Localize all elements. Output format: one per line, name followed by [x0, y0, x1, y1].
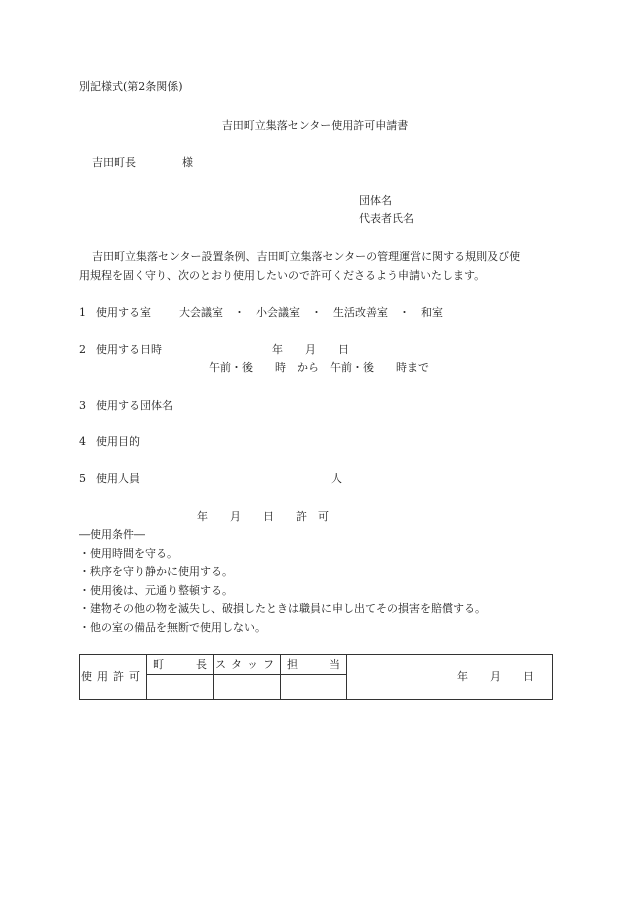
permit-date: 年 月 日	[347, 655, 553, 700]
item-4-number: 4	[79, 435, 86, 448]
condition-item: ・使用後は、元通り整頓する。	[79, 584, 233, 597]
stamp-box-staff[interactable]	[214, 675, 281, 700]
item-2-label: 使用する日時	[96, 343, 162, 356]
stamp-box-chief[interactable]	[147, 675, 214, 700]
body-text-line-2: 用規程を固く守り、次のとおり使用したいので許可くださるよう申請いたします。	[79, 269, 486, 282]
permit-row-label: 使用許可	[80, 655, 147, 700]
usage-date-fields: 年 月 日	[272, 343, 349, 356]
addressee-honorific: 様	[182, 156, 193, 169]
permit-table	[79, 654, 553, 700]
body-text-line-1: 吉田町立集落センター設置条例、吉田町立集落センターの管理運営に関する規則及び使	[92, 250, 521, 263]
conditions-heading: ―使用条件―	[79, 528, 145, 541]
stamp-header-in-charge: 担当	[281, 655, 347, 675]
condition-item: ・建物その他の物を滅失し、破損したときは職員に申し出てその損害を賠償する。	[79, 602, 486, 615]
item-1-number: 1	[79, 306, 86, 319]
document-title: 吉田町立集落センター使用許可申請書	[221, 119, 409, 132]
item-2-number: 2	[79, 343, 86, 356]
stamp-header-staff: スタッフ	[214, 655, 281, 675]
stamp-header-chief: 町長	[147, 655, 214, 675]
form-number-note: 別記様式(第2条関係)	[79, 80, 183, 93]
room-options: 大会議室 ・ 小会議室 ・ 生活改善室 ・ 和室	[179, 306, 443, 319]
condition-item: ・他の室の備品を無断で使用しない。	[79, 621, 266, 634]
applicant-rep-label: 代表者氏名	[359, 212, 414, 225]
people-unit: 人	[331, 472, 342, 485]
item-5-label: 使用人員	[96, 472, 140, 485]
item-5-number: 5	[79, 472, 86, 485]
item-3-number: 3	[79, 399, 86, 412]
usage-time-fields: 午前・後 時 から 午前・後 時まで	[209, 361, 429, 374]
item-3-label: 使用する団体名	[96, 399, 173, 412]
condition-item: ・使用時間を守る。	[79, 547, 178, 560]
stamp-box-in-charge[interactable]	[281, 675, 347, 700]
applicant-org-label: 団体名	[359, 194, 392, 207]
condition-item: ・秩序を守り静かに使用する。	[79, 565, 233, 578]
approval-date-line: 年 月 日 許 可	[197, 510, 329, 523]
item-4-label: 使用目的	[96, 435, 140, 448]
item-1-label: 使用する室	[96, 306, 151, 319]
addressee-name: 吉田町長	[92, 156, 136, 169]
